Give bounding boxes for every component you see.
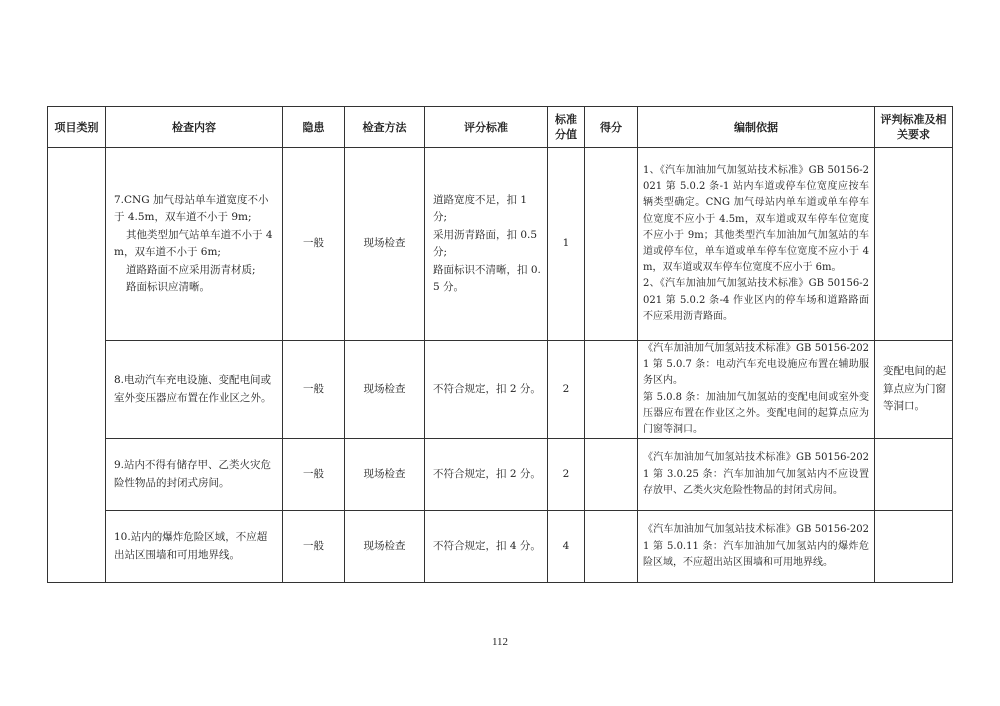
header-points: 标准分值	[548, 107, 585, 148]
header-category: 项目类别	[48, 107, 106, 148]
points-cell: 2	[548, 439, 585, 511]
method-cell: 现场检查	[345, 439, 425, 511]
score-cell	[585, 511, 638, 583]
requirements-cell: 变配电间的起算点应为门窗等洞口。	[875, 341, 953, 439]
content-cell: 8.电动汽车充电设施、变配电间或室外变压器应布置在作业区之外。	[106, 341, 283, 439]
requirements-cell	[875, 439, 953, 511]
category-cell	[48, 148, 106, 583]
scoring-cell: 不符合规定，扣 4 分。	[425, 511, 548, 583]
table-row	[48, 148, 953, 341]
hazard-cell: 一般	[283, 511, 345, 583]
hazard-cell: 一般	[283, 148, 345, 341]
points-cell: 4	[548, 511, 585, 583]
method-cell: 现场检查	[345, 148, 425, 341]
header-requirements: 评判标准及相关要求	[875, 107, 953, 148]
header-score: 得分	[585, 107, 638, 148]
header-scoring: 评分标准	[425, 107, 548, 148]
scoring-cell: 不符合规定，扣 2 分。	[425, 439, 548, 511]
hazard-cell: 一般	[283, 341, 345, 439]
scoring-cell: 不符合规定，扣 2 分。	[425, 341, 548, 439]
basis-cell: 1、《汽车加油加气加氢站技术标准》GB 50156-2021 第 5.0.2 条-1 站内车道或停车位宽度应按车辆类型确定。CNG 加气母站内单车道或单车停车位宽度不应小于 4.5m，双车道或双车停车位宽度不应小于 9m；其他类型汽车加油加气加氢站的车道或停车位，单车道或单车停车位宽度不应小于 4m，双车道或双车停车位宽度不应小于 6m。 2、《汽车加油加气加氢站技术标准》GB 50156-2021 第 5.0.2 条-4 作业区内的停车场和道路路面不应采用沥青路面。	[638, 148, 875, 341]
basis-cell: 《汽车加油加气加氢站技术标准》GB 50156-2021 第 5.0.11 条：汽车加油加气加氢站内的爆炸危险区域，不应超出站区围墙和可用地界线。	[638, 511, 875, 583]
table-row	[48, 341, 953, 439]
score-cell	[585, 439, 638, 511]
content-cell: 9.站内不得有储存甲、乙类火灾危险性物品的封闭式房间。	[106, 439, 283, 511]
method-cell: 现场检查	[345, 341, 425, 439]
method-cell: 现场检查	[345, 511, 425, 583]
scoring-cell: 道路宽度不足，扣 1 分; 采用沥青路面，扣 0.5 分; 路面标识不清晰，扣 0.5 分。	[425, 148, 548, 341]
inspection-table-container	[47, 106, 952, 591]
score-cell	[585, 341, 638, 439]
basis-cell: 《汽车加油加气加氢站技术标准》GB 50156-2021 第 5.0.7 条：电动汽车充电设施应布置在辅助服务区内。 第 5.0.8 条：加油加气加氢站的变配电间或室外变压器应布置在作业区之外。变配电间的起算点应为门窗等洞口。	[638, 341, 875, 439]
header-method: 检查方法	[345, 107, 425, 148]
inspection-table	[47, 106, 953, 583]
page-number: 112	[491, 636, 509, 648]
requirements-cell	[875, 511, 953, 583]
header-basis: 编制依据	[638, 107, 875, 148]
basis-cell: 《汽车加油加气加氢站技术标准》GB 50156-2021 第 3.0.25 条：汽车加油加气加氢站内不应设置存放甲、乙类火灾危险性物品的封闭式房间。	[638, 439, 875, 511]
header-hazard: 隐患	[283, 107, 345, 148]
table-row	[48, 511, 953, 583]
requirements-cell	[875, 148, 953, 341]
points-cell: 2	[548, 341, 585, 439]
header-row	[48, 107, 953, 148]
score-cell	[585, 148, 638, 341]
points-cell: 1	[548, 148, 585, 341]
header-content: 检查内容	[106, 107, 283, 148]
content-cell: 10.站内的爆炸危险区域，不应超出站区围墙和可用地界线。	[106, 511, 283, 583]
hazard-cell: 一般	[283, 439, 345, 511]
content-cell: 7.CNG 加气母站单车道宽度不小于 4.5m，双车道不小于 9m; 其他类型加气站单车道不小于 4m，双车道不小于 6m; 道路路面不应采用沥青材质; 路面标识应清晰。	[106, 148, 283, 341]
table-row	[48, 439, 953, 511]
